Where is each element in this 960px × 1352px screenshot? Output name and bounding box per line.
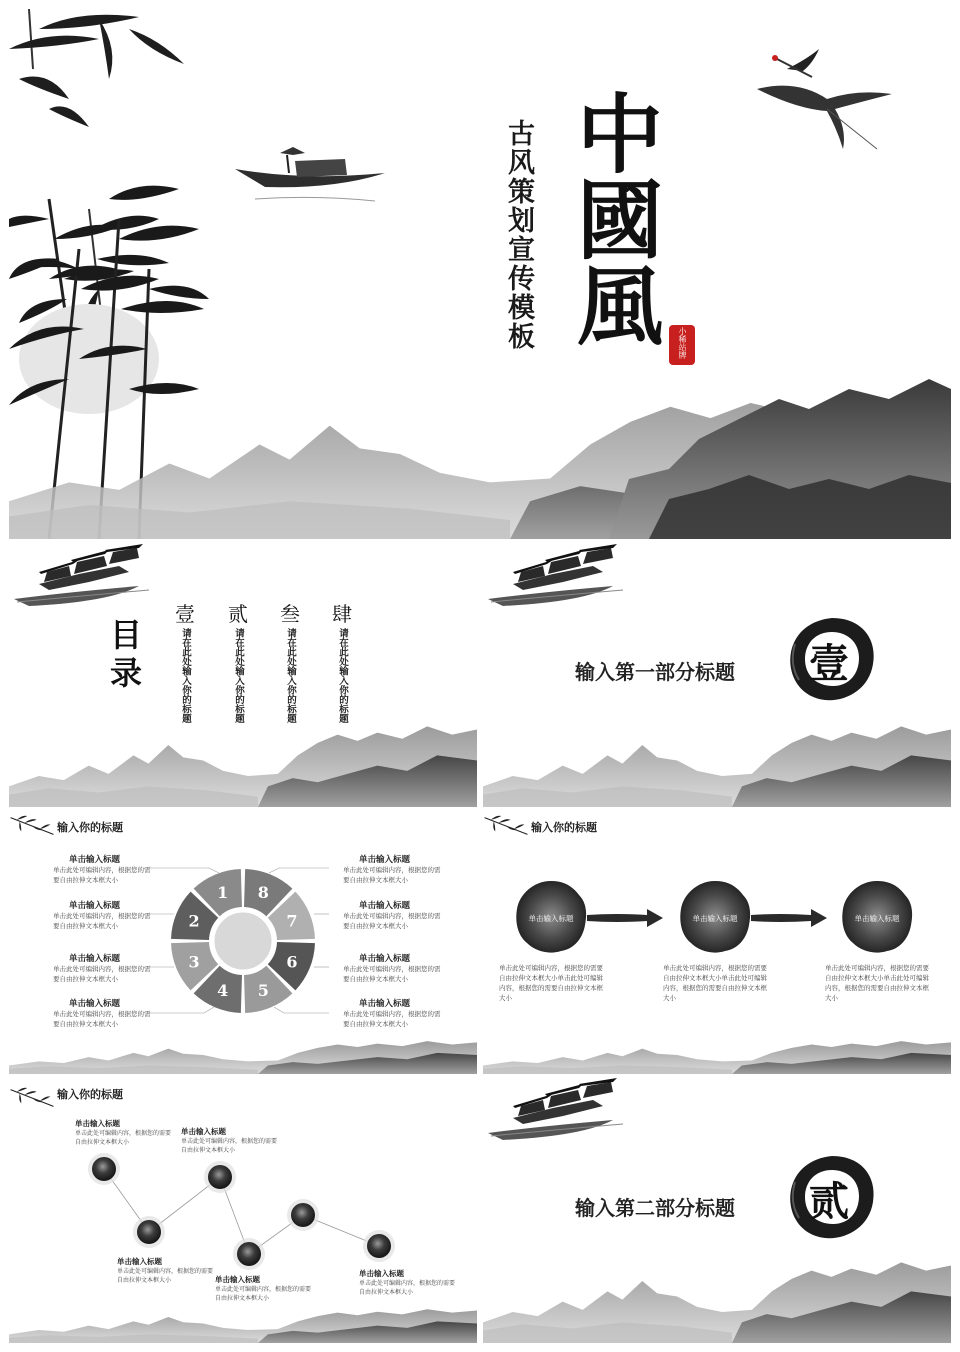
ring-segment-number: 1 [217,883,229,903]
boat-illustration [235,147,395,205]
flow-step-desc: 单击此处可编辑内容，根据您的需要自由拉伸文本框大小单击此处可编辑内容，根据您的需要自由拉伸文本框大小 [499,964,603,1002]
toc-title: 目录 [105,618,143,694]
ink-mountains [483,714,951,807]
ring-item-title[interactable]: 单击输入标题 [69,954,121,964]
toc-item-title[interactable]: 请在此处输入你的标题 [337,628,348,723]
ring-segment-number: 2 [188,911,200,931]
zigzag-item-desc: 单击此处可编辑内容，根据您的需要自由拉伸文本框大小 [215,1286,312,1302]
ring-center [213,911,273,971]
ink-mountains [9,714,477,807]
flow-step-desc: 单击此处可编辑内容，根据您的需要自由拉伸文本框大小单击此处可编辑内容，根据您的需要自由拉伸文本框大小 [825,964,929,1002]
ring-item-title[interactable]: 单击输入标题 [359,901,411,911]
ring-item-title[interactable]: 单击输入标题 [69,855,121,865]
zigzag-item-desc: 单击此处可编辑内容，根据您的需要自由拉伸文本框大小 [75,1130,172,1146]
section-numeral: 贰 [809,1178,849,1225]
slide-header: 输入你的标题 [531,821,597,834]
section-two-slide [483,1078,951,1343]
ring-segment-number: 6 [286,952,298,972]
zigzag-node[interactable] [92,1157,116,1181]
boathouse-illustration [9,544,159,614]
zigzag-node[interactable] [208,1165,232,1189]
flow-step-label[interactable]: 单击输入标题 [692,914,738,923]
brush-arrow-icon [751,907,827,929]
bamboo-corner-icon [483,813,529,839]
ring-item-title[interactable]: 单击输入标题 [69,901,121,911]
red-seal-stamp [669,325,695,365]
ring-segment-number: 5 [257,980,269,1000]
toc-numeral: 贰 [228,602,248,626]
ring-item-title[interactable]: 单击输入标题 [69,999,121,1009]
brush-arrow-icon [587,907,663,929]
ring-item-desc: 单击此处可编辑内容，根据您的需要自由拉伸文本框大小 [53,1010,151,1028]
toc-numeral: 壹 [175,602,195,626]
ring-diagram-slide [9,811,477,1074]
boathouse-illustration [483,1078,633,1148]
seal-text: 小稀站牌 [678,327,687,359]
ring-segment-number: 4 [217,980,229,1000]
ring-item-desc: 单击此处可编辑内容，根据您的需要自由拉伸文本框大小 [53,912,151,930]
ring-item-title[interactable]: 单击输入标题 [359,954,411,964]
section-title: 输入第一部分标题 [575,660,735,684]
boathouse-illustration [483,544,633,614]
zigzag-node[interactable] [291,1203,315,1227]
ring-segment-number: 3 [188,952,200,972]
toc-numeral: 肆 [332,602,352,626]
zigzag-item-desc: 单击此处可编辑内容，根据您的需要自由拉伸文本框大小 [117,1268,214,1284]
flow-process-slide [483,811,951,1074]
section-numeral: 壹 [809,640,849,687]
ring-item-desc: 单击此处可编辑内容，根据您的需要自由拉伸文本框大小 [343,912,441,930]
section-title: 输入第二部分标题 [575,1196,735,1220]
ring-item-desc: 单击此处可编辑内容，根据您的需要自由拉伸文本框大小 [53,965,151,983]
toc-numeral: 叁 [280,602,300,626]
toc-item-title[interactable]: 请在此处输入你的标题 [233,628,244,723]
cover-slide [9,9,951,539]
slide-header: 输入你的标题 [57,1088,123,1101]
toc-slide [9,544,477,807]
zigzag-item-title[interactable]: 单击输入标题 [117,1257,162,1266]
ink-mountains [9,1304,477,1343]
zigzag-node[interactable] [137,1220,161,1244]
zigzag-item-title[interactable]: 单击输入标题 [181,1127,226,1136]
ring-item-desc: 单击此处可编辑内容，根据您的需要自由拉伸文本框大小 [343,965,441,983]
slide-header: 输入你的标题 [57,821,123,834]
ring-item-desc: 单击此处可编辑内容，根据您的需要自由拉伸文本框大小 [343,866,441,884]
ink-mountains [483,1250,951,1343]
ink-peaks-right [609,379,951,539]
crane-illustration [757,49,897,159]
flow-step-label[interactable]: 单击输入标题 [528,914,574,923]
ring-chart [168,866,318,1016]
zigzag-timeline-slide [9,1078,477,1343]
ring-item-desc: 单击此处可编辑内容，根据您的需要自由拉伸文本框大小 [343,1010,441,1028]
zigzag-item-desc: 单击此处可编辑内容，根据您的需要自由拉伸文本框大小 [359,1280,456,1296]
zigzag-item-desc: 单击此处可编辑内容，根据您的需要自由拉伸文本框大小 [181,1138,278,1154]
section-one-slide [483,544,951,807]
ring-item-title[interactable]: 单击输入标题 [359,855,411,865]
flow-step-label[interactable]: 单击输入标题 [854,914,900,923]
zigzag-node[interactable] [237,1242,261,1266]
cover-brand-title: 中國風 [562,89,663,347]
ink-mountains [9,1036,477,1074]
zigzag-node[interactable] [367,1234,391,1258]
cover-subtitle: 古风策划宣传模板 [503,119,534,351]
ring-item-desc: 单击此处可编辑内容，根据您的需要自由拉伸文本框大小 [53,866,151,884]
zigzag-item-title[interactable]: 单击输入标题 [359,1269,404,1278]
ring-item-title[interactable]: 单击输入标题 [359,999,411,1009]
toc-item-title[interactable]: 请在此处输入你的标题 [180,628,191,723]
toc-item-title[interactable]: 请在此处输入你的标题 [285,628,296,723]
ring-segment-number: 8 [257,883,269,903]
ink-mountains [483,1036,951,1074]
flow-step-desc: 单击此处可编辑内容，根据您的需要自由拉伸文本框大小单击此处可编辑内容，根据您的需要自由拉伸文本框大小 [663,964,767,1002]
zigzag-item-title[interactable]: 单击输入标题 [75,1119,120,1128]
ring-segment-number: 7 [286,911,298,931]
zigzag-item-title[interactable]: 单击输入标题 [215,1275,260,1284]
